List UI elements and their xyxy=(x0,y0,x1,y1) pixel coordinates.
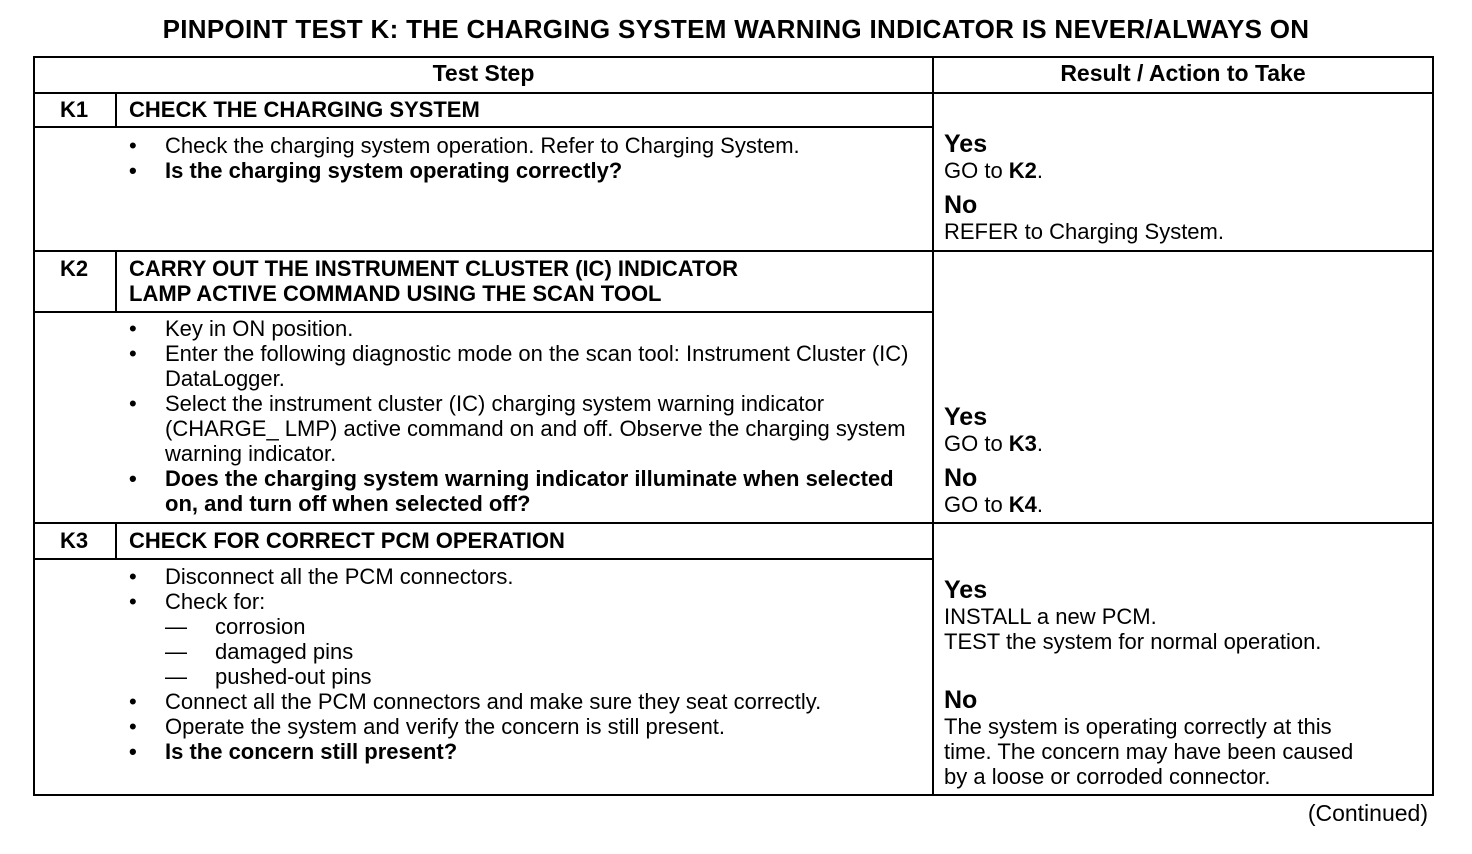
result-no-label: No xyxy=(944,464,978,492)
step-k3-instructions xyxy=(125,564,915,764)
step-k3-results xyxy=(944,576,1429,789)
result-yes-action: INSTALL a new PCM. xyxy=(944,604,1157,629)
result-no-action: time. The concern may have been caused xyxy=(944,739,1354,764)
step-k1-results xyxy=(944,130,1429,244)
check-for-sublist xyxy=(165,614,915,689)
list-item: • Check the charging system operation. Refer to Charging System. xyxy=(125,133,915,158)
list-item: • Is the charging system operating correctly? xyxy=(125,158,915,183)
list-item: — corrosion xyxy=(165,614,915,639)
list-item: — damaged pins xyxy=(165,639,915,664)
list-item: • Connect all the PCM connectors and make sure they seat correctly. xyxy=(125,689,915,714)
result-no-action: GO to K4. xyxy=(944,492,1044,517)
list-item: • Is the concern still present? xyxy=(125,739,915,764)
column-header-test-step: Test Step xyxy=(432,60,535,86)
list-item: • Key in ON position. xyxy=(125,316,915,341)
step-id-k2: K2 xyxy=(59,256,89,281)
continued-note: (Continued) xyxy=(1307,800,1428,826)
result-yes-action: TEST the system for normal operation. xyxy=(944,629,1322,654)
list-item: • Does the charging system warning indicator illuminate when selected on, and turn off when selected off? xyxy=(125,466,915,516)
page-title: PINPOINT TEST K: THE CHARGING SYSTEM WARNING INDICATOR IS NEVER/ALWAYS ON xyxy=(162,14,1310,44)
list-item: • Check for: — corrosion — damaged pins — pushed-out pins xyxy=(125,589,915,689)
step-k2-instructions xyxy=(125,316,915,516)
list-item: • Operate the system and verify the concern is still present. xyxy=(125,714,915,739)
step-title-k3: CHECK FOR CORRECT PCM OPERATION xyxy=(129,528,565,553)
list-item: • Select the instrument cluster (IC) charging system warning indicator (CHARGE_ LMP) active command on and off. Observe the charging system warning indicator. xyxy=(125,391,915,466)
list-item: — pushed-out pins xyxy=(165,664,915,689)
result-no-action: The system is operating correctly at this xyxy=(944,714,1332,739)
result-no-action: by a loose or corroded connector. xyxy=(944,764,1271,789)
step-k1-instructions xyxy=(125,133,915,183)
result-no-action: REFER to Charging System. xyxy=(944,219,1224,244)
result-no-label: No xyxy=(944,686,978,714)
result-no-label: No xyxy=(944,191,978,219)
result-yes-label: Yes xyxy=(944,130,988,158)
step-id-k3: K3 xyxy=(59,528,89,553)
list-item: • Enter the following diagnostic mode on the scan tool: Instrument Cluster (IC) DataLogger. xyxy=(125,341,915,391)
result-yes-label: Yes xyxy=(944,576,988,604)
column-header-result: Result / Action to Take xyxy=(1060,60,1306,86)
step-title-k1: CHECK THE CHARGING SYSTEM xyxy=(129,97,480,122)
step-title-k2: CARRY OUT THE INSTRUMENT CLUSTER (IC) INDICATOR LAMP ACTIVE COMMAND USING THE SCAN TOOL xyxy=(129,256,739,306)
result-yes-label: Yes xyxy=(944,403,988,431)
step-k2-results xyxy=(944,403,1429,517)
step-id-k1: K1 xyxy=(59,97,89,122)
list-item: • Disconnect all the PCM connectors. xyxy=(125,564,915,589)
result-yes-action: GO to K3. xyxy=(944,431,1044,456)
result-yes-action: GO to K2. xyxy=(944,158,1044,183)
